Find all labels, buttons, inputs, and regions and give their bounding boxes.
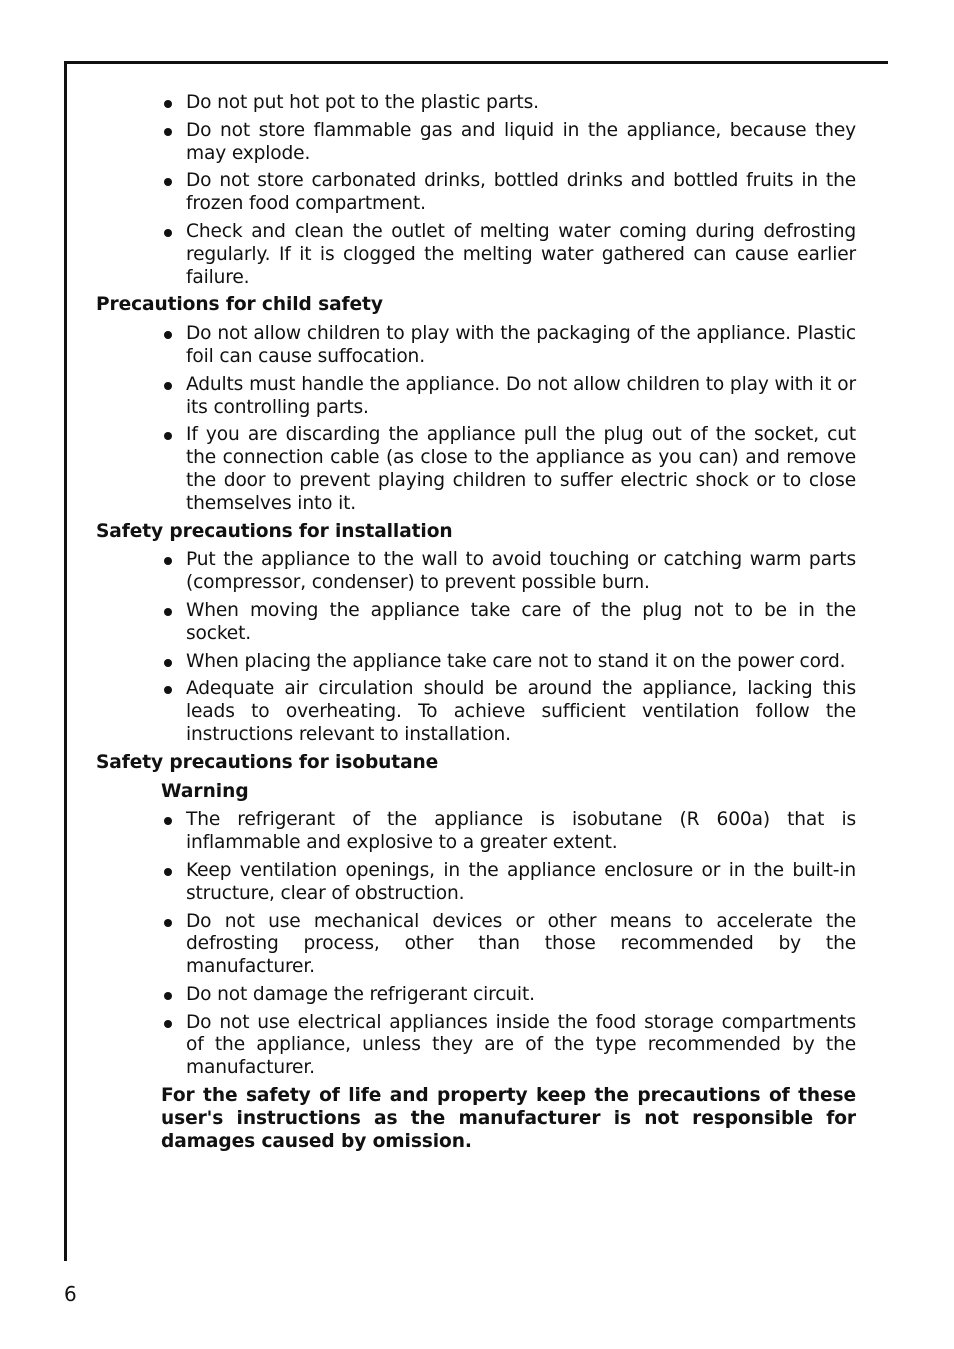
top-rule: [64, 61, 888, 64]
isobutane-heading: Safety precautions for isobutane: [96, 751, 439, 773]
list-item-text: Check and clean the outlet of melting water coming during defrosting regularly. If it is clogged the melting water gathered can cause earlier failure.: [186, 220, 856, 288]
list-item-text: If you are discarding the appliance pull the plug out of the socket, cut the connection cable (as close to the appliance as you can) and remove the door to prevent playing children to suffer electric shock or to close themselves into it.: [186, 424, 856, 514]
list-item: [96, 984, 856, 1007]
list-item: [96, 323, 856, 369]
list-item: [96, 809, 856, 855]
bullet-icon: [164, 686, 172, 694]
list-item: [96, 374, 856, 420]
list-item-text: When placing the appliance take care not to stand it on the power cord.: [186, 650, 846, 672]
left-rule: [64, 61, 67, 1261]
bullet-icon: [164, 100, 172, 108]
list-item: [96, 92, 856, 115]
isobutane-bullet-list: [96, 809, 856, 1080]
bullet-icon: [164, 229, 172, 237]
bullet-icon: [164, 1020, 172, 1028]
child-safety-heading: Precautions for child safety: [96, 294, 383, 316]
list-item-text: Adequate air circulation should be around the appliance, lacking this leads to overheating. To achieve sufficient ventilation follow the instructions relevant to installation.: [186, 678, 856, 745]
list-item: [96, 600, 856, 646]
bullet-icon: [164, 432, 172, 440]
list-item: [96, 170, 856, 216]
intro-bullet-list: [96, 92, 856, 289]
list-item-text: Put the appliance to the wall to avoid touching or catching warm parts (compressor, condenser) to prevent possible burn.: [186, 549, 856, 594]
bullet-icon: [164, 868, 172, 876]
list-item: [96, 221, 856, 289]
list-item-text: Do not use electrical appliances inside the food storage compartments of the appliance, unless they are of the type recommended by the manufacturer.: [186, 1011, 856, 1079]
bullet-icon: [164, 557, 172, 565]
child-safety-bullet-list: [96, 323, 856, 515]
list-item: [96, 860, 856, 906]
bullet-icon: [164, 178, 172, 186]
list-item-text: When moving the appliance take care of the plug not to be in the socket.: [186, 599, 856, 644]
list-item: [96, 424, 856, 515]
list-item-text: Do not allow children to play with the packaging of the appliance. Plastic foil can cause suffocation.: [186, 323, 856, 367]
list-item-text: Do not store carbonated drinks, bottled drinks and bottled fruits in the frozen food compartment.: [186, 170, 856, 215]
bullet-icon: [164, 331, 172, 339]
bullet-icon: [164, 817, 172, 825]
bullet-icon: [164, 608, 172, 616]
page-content: [96, 92, 856, 1153]
list-item-text: The refrigerant of the appliance is isobutane (R 600a) that is inflammable and explosive to a greater extent.: [186, 809, 856, 854]
warning-label: Warning: [161, 780, 249, 802]
closing-note: For the safety of life and property keep the precautions of these user's instructions as the manufacturer is not responsible for damages caused by omission.: [161, 1085, 856, 1152]
list-item: [96, 549, 856, 595]
bullet-icon: [164, 128, 172, 136]
bullet-icon: [164, 659, 172, 667]
list-item: [96, 651, 856, 674]
page-number: 6: [64, 1282, 77, 1306]
list-item-text: Adults must handle the appliance. Do not allow children to play with it or its controlling parts.: [186, 373, 856, 418]
list-item: [96, 911, 856, 979]
list-item-text: Keep ventilation openings, in the appliance enclosure or in the built-in structure, clear of obstruction.: [186, 859, 856, 904]
bullet-icon: [164, 382, 172, 390]
installation-bullet-list: [96, 549, 856, 746]
list-item-text: Do not put hot pot to the plastic parts.: [186, 92, 539, 113]
installation-heading: Safety precautions for installation: [96, 520, 453, 542]
list-item: [96, 120, 856, 166]
bullet-icon: [164, 992, 172, 1000]
list-item-text: Do not store flammable gas and liquid in the appliance, because they may explode.: [186, 119, 856, 164]
list-item: [96, 678, 856, 746]
list-item: [96, 1012, 856, 1080]
list-item-text: Do not use mechanical devices or other means to accelerate the defrosting process, other than those recommended by the manufacturer.: [186, 910, 856, 978]
bullet-icon: [164, 919, 172, 927]
list-item-text: Do not damage the refrigerant circuit.: [186, 983, 535, 1005]
